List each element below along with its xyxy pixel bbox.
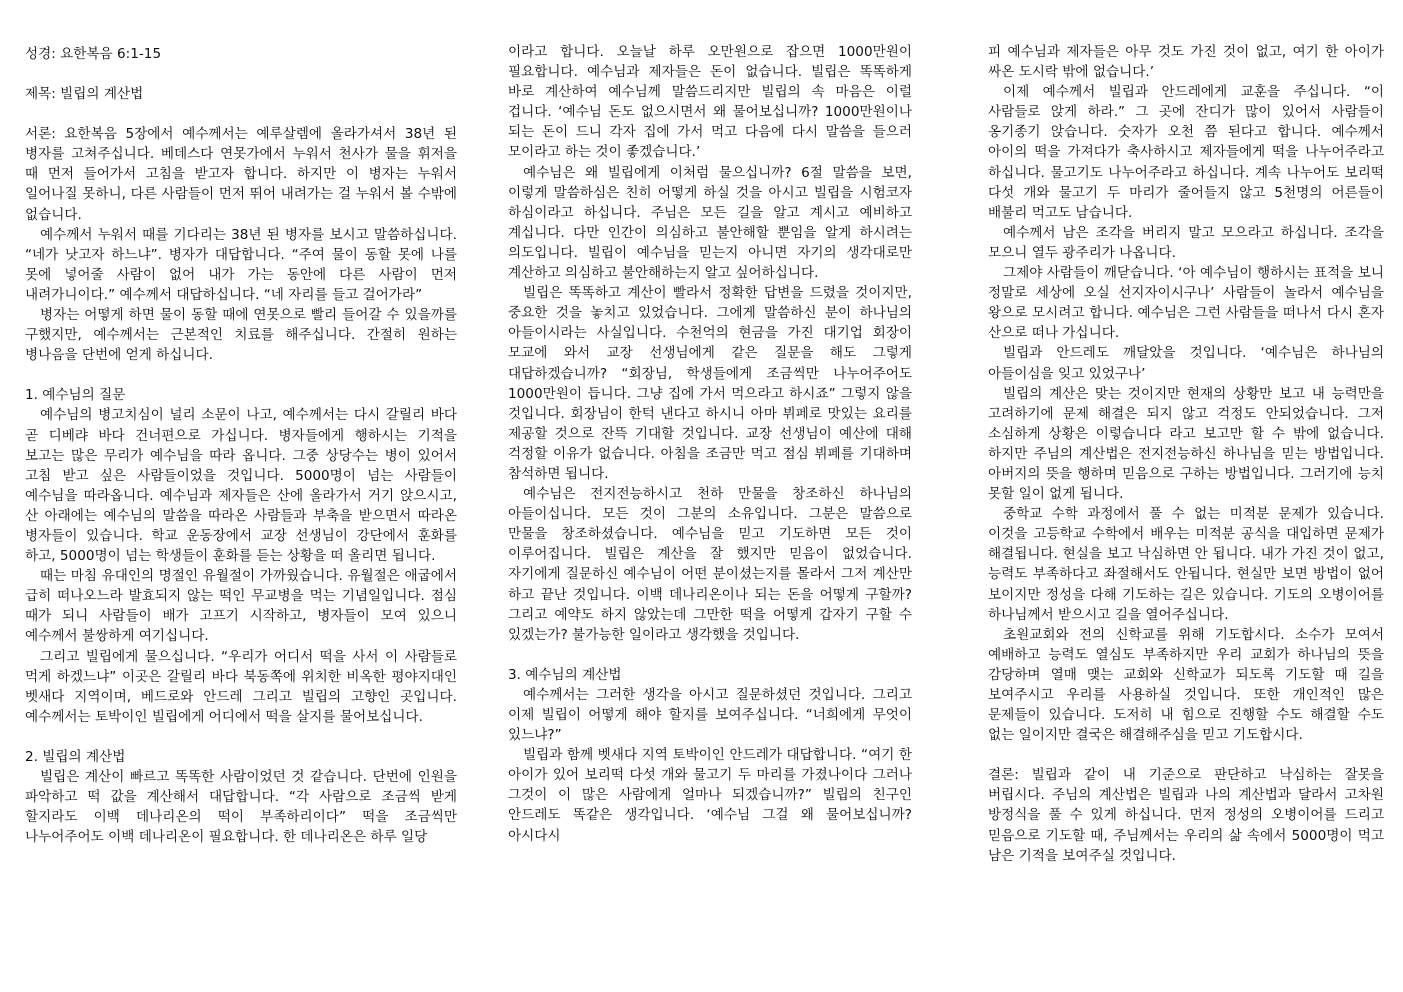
paragraph: 빌립은 계산이 빠르고 똑똑한 사람이었던 것 같습니다. 단번에 인원을 파악하고 떡 값을 계산해서 대답합니다. “각 사람으로 조금씩 받게 할지라도 이백 데나리온의 떡이 부족하리이다” 떡을 조금씩만 나누어주어도 이백 데나리온이 필요합니다. 한 데나리온은 하루 일당 <box>25 769 457 846</box>
paragraph: 빌립과 함께 벳새다 지역 토박이인 안드레가 대답합니다. “여기 한 아이가 있어 보리떡 다섯 개와 물고기 두 마리를 가졌나이다 그러나 그것이 이 많은 사람에게 얼마나 되겠습니까?” 빌립의 친구인 안드레도 똑같은 생각입니다. ‘예수님 그걸 왜 물어보십니까? 아시다시 <box>508 747 912 844</box>
paragraph: 때는 마침 유대인의 명절인 유월절이 가까웠습니다. 유월절은 애굽에서 급히 떠나오느라 발효되지 않는 떡인 무교병을 먹는 기념일입니다. 점심 때가 되니 사람들이 배가 고프기 시작하고, 병자들이 모여 있으니 예수께서 불쌍하게 여기십니다. <box>25 568 457 645</box>
paragraph: 예수께서는 그러한 생각을 아시고 질문하셨던 것입니다. 그리고 이제 빌립이 어떻게 해야 할지를 보여주십니다. “너희에게 무엇이 있느냐?” <box>508 686 912 744</box>
sermon-title: 제목: 빌립의 계산법 <box>25 86 144 103</box>
paragraph: 예수님은 왜 빌립에게 이처럼 물으십니까? 6절 말씀을 보면, 이렇게 말씀하심은 친히 어떻게 하실 것을 아시고 빌립을 시험코자 하심이라고 하십니다. 주님은 모든 길을 알고 계시고 예비하고 계십니다. 다만 인간이 의심하고 불안해할 뿐임을 알게 하시려는 의도입니다. 빌립이 예수님을 믿는지 아니면 자기의 생각대로만 계산하고 의심하고 불안해하는지 알고 싶어하십니다. <box>508 164 912 282</box>
text-column-2 <box>508 42 912 846</box>
section-heading-2: 2. 빌립의 계산법 <box>25 748 126 765</box>
paragraph: 그리고 빌립에게 물으십니다. “우리가 어디서 떡을 사서 이 사람들로 먹게 하겠느냐” 이곳은 갈릴리 바다 북동쪽에 위치한 비옥한 평야지대인 벳새다 지역이며, 베드로와 안드레 그리고 빌립의 고향인 곳입니다. 예수께서는 토박이인 빌립에게 어디에서 떡을 살지를 물어보십니다. <box>25 648 457 725</box>
paragraph: 피 예수님과 제자들은 아무 것도 가진 것이 없고, 여기 한 아이가 싸온 도시락 밖에 없습니다.’ <box>988 44 1384 81</box>
spacer <box>25 727 457 747</box>
section-heading-1: 1. 예수님의 질문 <box>25 387 126 404</box>
paragraph: 빌립과 안드레도 깨달았을 것입니다. ‘예수님은 하나님의 아들이심을 잊고 있었구나’ <box>988 345 1384 382</box>
paragraph: 빌립의 계산은 맞는 것이지만 현재의 상황만 보고 내 능력만을 고려하기에 문제 해결은 되지 않고 걱정도 안되었습니다. 그저 소심하게 상황은 이렇습니다 라고 보고만 할 수 밖에 없습니다. 하지만 주님의 계산법은 전지전능하신 하나님을 믿는 방법입니다. 아버지의 뜻을 행하며 믿음으로 구하는 방법입니다. 그러기에 능치 못할 일이 없게 됩니다. <box>988 385 1384 503</box>
paragraph: 예수께서 누워서 때를 기다리는 38년 된 병자를 보시고 말씀하십니다. “네가 낫고자 하느냐”. 병자가 대답합니다. “주여 물이 동할 못에 나를 못에 넣어줄 사람이 없어 내가 가는 동안에 다른 사람이 먼저 내려가니이다.” 예수께서 대답하십니다. “네 자리를 들고 걸어가라” <box>25 226 457 303</box>
paragraph: 초원교회와 전의 신학교를 위해 기도합시다. 소수가 모여서 예배하고 능력도 열심도 부족하지만 우리 교회가 하나님의 뜻을 감당하며 열매 맺는 교회와 신학교가 되도록 기도할 때 길을 보여주시고 우리를 사용하실 것입니다. 또한 개인적인 많은 문제들이 있습니다. 도저히 내 힘으로 진행할 수도 해결할 수도 없는 일이지만 결국은 해결해주심을 믿고 기도합시다. <box>988 626 1384 744</box>
spacer <box>508 645 912 665</box>
spacer <box>25 365 457 385</box>
paragraph: 중학교 수학 과정에서 풀 수 없는 미적분 문제가 있습니다. 이것을 고등학교 수학에서 배우는 미적분 공식을 대입하면 문제가 해결됩니다. 현실을 보고 낙심하면 안 됩니다. 내가 가진 것이 없고, 능력도 부족하다고 좌절해서도 안됩니다. 현실만 보면 방법이 없어 보이지만 정성을 다해 기도하는 길은 있습니다. 기도의 오병이어를 하나님께서 받으시고 길을 열어주십니다. <box>988 506 1384 623</box>
paragraph: 그제야 사람들이 깨닫습니다. ‘아 예수님이 행하시는 표적을 보니 정말로 세상에 오실 선지자이시구나’ 사람들이 놀라서 예수님을 왕으로 모시려고 합니다. 예수님은 그런 사람들을 떠나서 다시 혼자 산으로 떠나 가십니다. <box>988 265 1384 342</box>
text-column-3 <box>988 42 1384 866</box>
paragraph: 병자는 어떻게 하면 물이 동할 때에 연못으로 빨리 들어갈 수 있을까를 구했지만, 예수께서는 근본적인 치료를 해주십니다. 간절히 원하는 병나음을 단번에 얻게 하십니다. <box>25 307 457 364</box>
text-column-1 <box>25 44 457 847</box>
scripture-reference: 성경: 요한복음 6:1-15 <box>25 46 162 62</box>
paragraph: 예수께서 남은 조각을 버리지 말고 모으라고 하십니다. 조각을 모으니 열두 광주리가 나옵니다. <box>988 224 1384 261</box>
spacer <box>25 104 457 124</box>
paragraph: 빌립은 똑똑하고 계산이 빨라서 정확한 답변을 드렸을 것이지만, 중요한 것을 놓치고 있었습니다. 그에게 말씀하신 분이 하나님의 아들이시라는 사실입니다. 수천억의 현금을 가진 대기업 회장이 모교에 와서 교장 선생님에게 같은 질문을 해도 그렇게 대답하겠습니까? “회장님, 학생들에게 조금씩만 나누어주어도 1000만원이 듭니다. 그냥 집에 가서 먹으라고 하시죠” 그렇지 않을 것입니다. 회장님이 한턱 낸다고 하시니 아마 뷔페로 맛있는 요리를 제공할 것으로 잔뜩 기대할 것입니다. 교장 선생님이 예산에 대해 걱정할 이유가 없습니다. 아침을 조금만 먹고 점심 뷔페를 기대하며 참석하면 됩니다. <box>508 285 912 482</box>
introduction-paragraph: 서론: 요한복음 5장에서 예수께서는 예루살렘에 올라가셔서 38년 된 병자를 고쳐주십니다. 베데스다 연못가에서 누워서 천사가 물을 휘저을 때 먼저 들어가서 고침을 받고자 합니다. 하지만 이 병자는 누워서 일어나질 못하니, 다른 사람들이 먼저 뛰어 내려가는 걸 누워서 볼 수밖에 없습니다. <box>25 126 457 223</box>
paragraph: 예수님의 병고치심이 널리 소문이 나고, 예수께서는 다시 갈릴리 바다 곧 디베랴 바다 건너편으로 가십니다. 병자들에게 행하시는 기적을 보고는 많은 무리가 예수님을 따라 옵니다. 그중 상당수는 병이 있어서 고침 받고 싶은 사람들이었을 것입니다. 5000명이 넘는 사람들이 예수님을 따라옵니다. 예수님과 제자들은 산에 올라가서 거기 앉으시고, 산 아래에는 예수님의 말씀을 따라온 사람들과 부축을 받으면서 따라온 병자들이 있습니다. 학교 운동장에서 교장 선생님이 강단에서 훈화를 하고, 5000명이 넘는 학생들이 훈화를 듣는 상황을 떠 올리면 됩니다. <box>25 407 457 565</box>
paragraph: 이라고 합니다. 오늘날 하루 오만원으로 잡으면 1000만원이 필요합니다. 예수님과 제자들은 돈이 없습니다. 빌립은 똑똑하게 바로 계산하여 예수님께 말씀드리지만 빌립의 속 마음은 이럴 겁니다. ‘예수님 돈도 없으시면서 왜 물어보십니까? 1000만원이나 되는 돈이 드니 각자 집에 가서 먹고 다음에 다시 말씀을 들으러 모이라고 하는 것이 좋겠습니다.’ <box>508 44 912 161</box>
spacer <box>25 64 457 84</box>
spacer <box>988 745 1384 765</box>
section-heading-3: 3. 예수님의 계산법 <box>508 666 622 683</box>
paragraph: 예수님은 전지전능하시고 천하 만물을 창조하신 하나님의 아들이십니다. 모든 것이 그분의 소유입니다. 그분은 말씀으로 만물을 창조하셨습니다. 예수님을 믿고 기도하면 모든 것이 이루어집니다. 빌립은 계산을 잘 했지만 믿음이 없었습니다. 자기에게 질문하신 예수님이 어떤 분이셨는지를 몰라서 그저 계산만 하고 끝난 것입니다. 이백 데나리온이나 되는 돈을 어떻게 구할까? 그리고 예약도 하지 않았는데 그만한 떡을 어떻게 갑자기 구할 수 있겠는가? 불가능한 일이라고 생각했을 것입니다. <box>508 486 912 643</box>
paragraph: 이제 예수께서 빌립과 안드레에게 교훈을 주십니다. “이 사람들로 앉게 하라.” 그 곳에 잔디가 많이 있어서 사람들이 옹기종기 앉습니다. 숫자가 오천 쯤 된다고 합니다. 예수께서 아이의 떡을 가져다가 축사하시고 제자들에게 떡을 나누어주라고 하십니다. 물고기도 나누어주라고 하십니다. 계속 나누어도 보리떡 다섯 개와 물고기 두 마리가 줄어들지 않고 5천명의 어른들이 배불리 먹고도 남습니다. <box>988 84 1384 221</box>
conclusion-paragraph: 결론: 빌립과 같이 내 기준으로 판단하고 낙심하는 잘못을 버립시다. 주님의 계산법은 빌립과 나의 계산법과 달라서 고차원 방정식을 풀 수 있게 하십니다. 먼저 정성의 오병이어를 드리고 믿음으로 기도할 때, 주님께서는 우리의 삶 속에서 5000명이 먹고 남은 기적을 보여주실 것입니다. <box>988 767 1384 864</box>
